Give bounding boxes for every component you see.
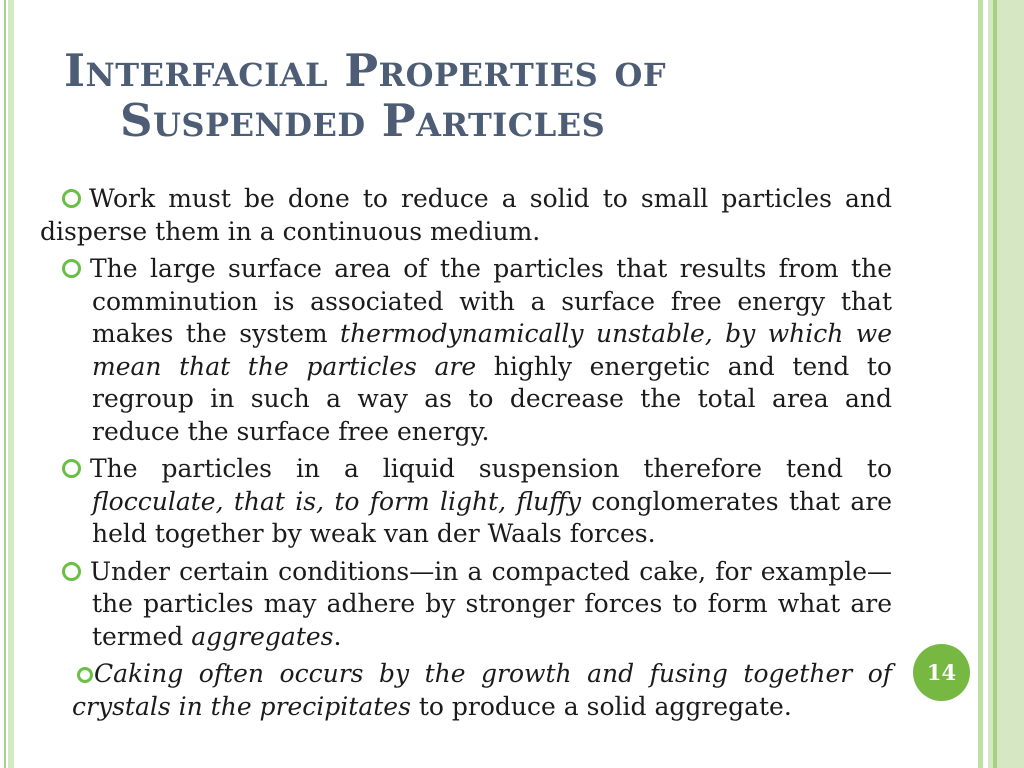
text-segment: thermodynamically unstable, by which we mean that the particles are [92,319,893,381]
bullet-icon [62,562,81,581]
sub-bullet-item [72,658,892,723]
bullet-item [40,453,892,551]
page-number: 14 [926,660,957,685]
text-segment: aggregates [191,621,334,651]
text-segment: Caking often occurs by the growth and fusing together of crystals in the precipitates [72,659,892,721]
bullet-icon [77,667,93,683]
text-segment: to produce a solid aggregate. [418,691,792,721]
left-border-band [8,0,14,768]
bullet-list [40,183,892,728]
right-border-inner-line [993,0,997,768]
bullet-icon [62,189,81,208]
text-segment: Under certain conditions—in a compacted cake, for example—the particles may adhere by stronger forces to form what are termed [90,556,892,651]
title-line-2: Suspended Particles [120,94,606,148]
bullet-item [40,253,892,448]
text-segment: . [333,621,342,651]
slide-title [64,46,666,147]
bullet-item [40,183,892,248]
left-border-line [4,0,6,768]
right-border-stripe [978,0,983,768]
text-segment: Work must be done to reduce a solid to small particles and disperse them in a continuous medium. [40,184,892,246]
bullet-icon [62,259,81,278]
text-segment: conglomerates that are held together by weak van der Waals forces. [92,486,893,548]
text-segment: The large surface area of the particles that results from the comminution is associated with a surface free energy that makes the system [90,254,892,348]
text-segment: The particles in a liquid suspension therefore tend to [90,454,892,483]
bullet-icon [62,459,81,478]
title-line-1: Interfacial Properties of [64,44,667,97]
text-segment: flocculate, that is, to form light, fluffy [92,486,592,516]
page-number-badge [913,644,970,701]
text-segment: highly energetic and tend to regroup in such a way as to decrease the total area and reduce the surface free energy. [92,351,892,446]
bullet-item [40,556,892,654]
